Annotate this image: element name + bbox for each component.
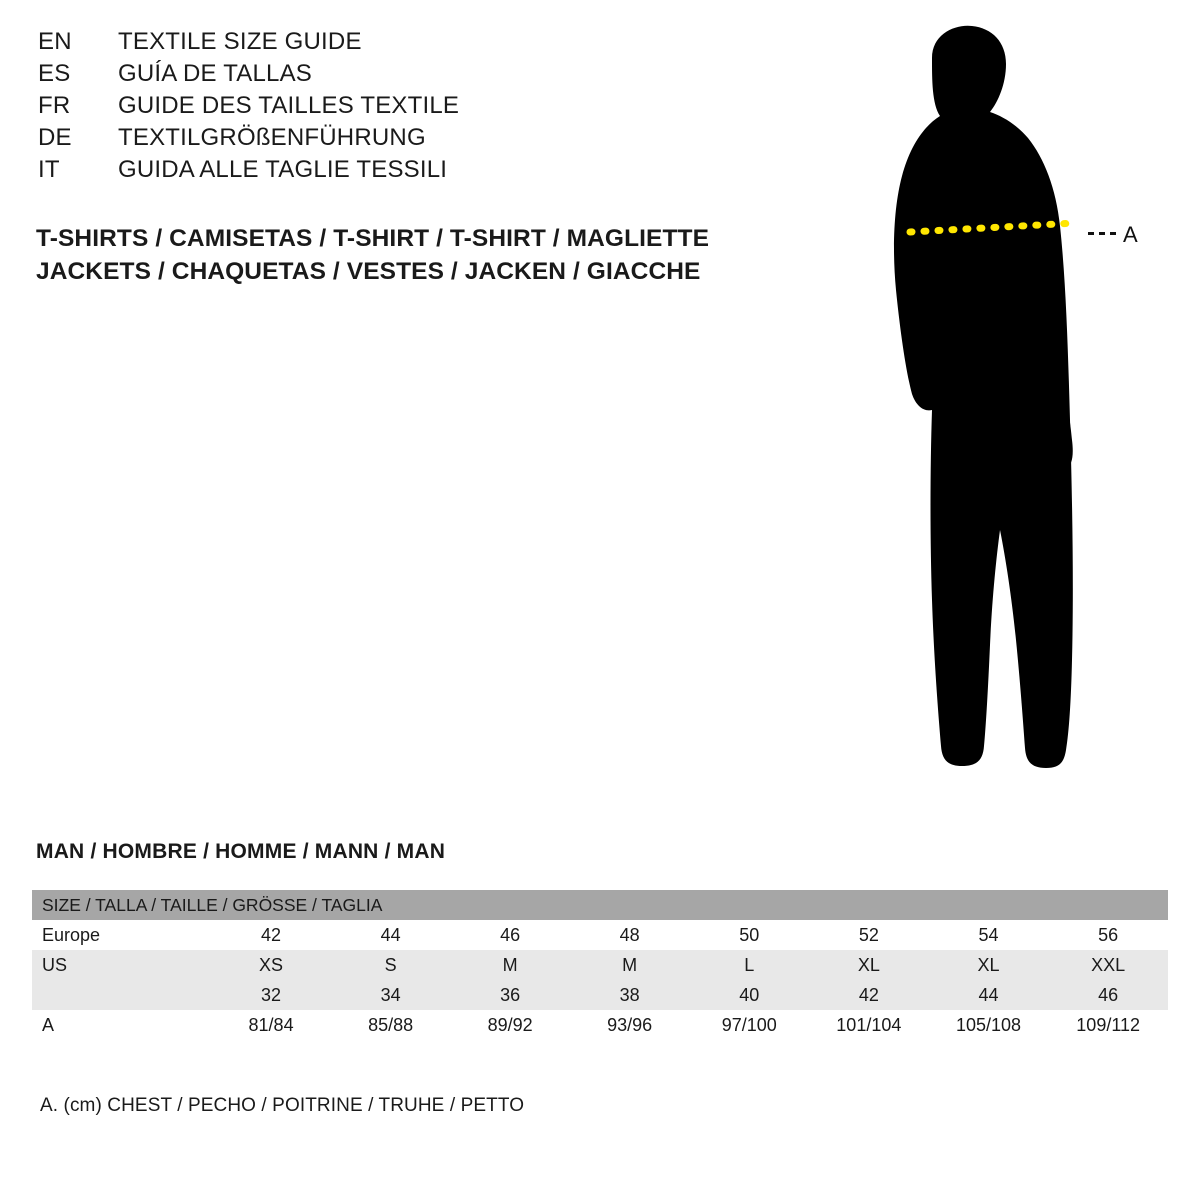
table-cell: 42 xyxy=(211,920,331,950)
silhouette-svg xyxy=(820,20,1180,800)
language-text: GUÍA DE TALLAS xyxy=(118,60,312,87)
language-code: DE xyxy=(38,124,72,151)
table-row xyxy=(32,1010,1168,1040)
category-line-tshirts: T-SHIRTS / CAMISETAS / T-SHIRT / T-SHIRT / MAGLIETTE xyxy=(36,225,710,252)
table-cell: 89/92 xyxy=(450,1010,570,1040)
body-silhouette-figure xyxy=(820,20,1180,800)
row-label: A xyxy=(32,1010,211,1040)
table-cell: XL xyxy=(929,950,1049,980)
language-text: GUIDA ALLE TAGLIE TESSILI xyxy=(118,156,448,183)
table-cell: 42 xyxy=(809,980,929,1010)
table-cell: 44 xyxy=(331,920,451,950)
row-label: US xyxy=(32,950,211,980)
table-cell: 36 xyxy=(450,980,570,1010)
size-table xyxy=(32,890,1168,1040)
table-cell: 32 xyxy=(211,980,331,1010)
table-header-label: SIZE / TALLA / TAILLE / GRÖSSE / TAGLIA xyxy=(32,890,1168,920)
language-row xyxy=(38,124,758,156)
table-cell: L xyxy=(689,950,809,980)
table-cell: 54 xyxy=(929,920,1049,950)
table-cell: 40 xyxy=(689,980,809,1010)
table-cell: M xyxy=(570,950,690,980)
table-row xyxy=(32,920,1168,950)
category-list xyxy=(36,222,816,288)
category-line-jackets: JACKETS / CHAQUETAS / VESTES / JACKEN / GIACCHE xyxy=(36,258,701,285)
language-code: IT xyxy=(38,156,60,183)
language-row xyxy=(38,92,758,124)
table-cell: 105/108 xyxy=(929,1010,1049,1040)
table-cell: 48 xyxy=(570,920,690,950)
table-cell: 85/88 xyxy=(331,1010,451,1040)
table-cell: XL xyxy=(809,950,929,980)
table-section-title: MAN / HOMBRE / HOMME / MANN / MAN xyxy=(36,840,446,863)
measure-leader-line xyxy=(1088,232,1116,235)
row-label: Europe xyxy=(32,920,211,950)
table-cell: 93/96 xyxy=(570,1010,690,1040)
measure-label-a: A xyxy=(1123,222,1138,247)
language-row xyxy=(38,60,758,92)
language-code: EN xyxy=(38,28,72,55)
table-cell: 101/104 xyxy=(809,1010,929,1040)
table-cell: 56 xyxy=(1048,920,1168,950)
table-cell: M xyxy=(450,950,570,980)
table-cell: 97/100 xyxy=(689,1010,809,1040)
table-cell: 38 xyxy=(570,980,690,1010)
language-text: TEXTILGRÖßENFÜHRUNG xyxy=(118,124,426,151)
language-list xyxy=(38,28,758,188)
language-code: FR xyxy=(38,92,71,119)
language-row xyxy=(38,28,758,60)
language-row xyxy=(38,156,758,188)
language-code: ES xyxy=(38,60,71,87)
table-cell: S xyxy=(331,950,451,980)
language-text: GUIDE DES TAILLES TEXTILE xyxy=(118,92,460,119)
footnote-chest: A. (cm) CHEST / PECHO / POITRINE / TRUHE / PETTO xyxy=(40,1095,525,1116)
table-cell: 109/112 xyxy=(1048,1010,1168,1040)
table-cell: 46 xyxy=(450,920,570,950)
table-cell: 52 xyxy=(809,920,929,950)
table-row xyxy=(32,950,1168,980)
table-cell: 44 xyxy=(929,980,1049,1010)
language-text: TEXTILE SIZE GUIDE xyxy=(118,28,362,55)
table-row xyxy=(32,980,1168,1010)
table-cell: 50 xyxy=(689,920,809,950)
table-cell: XS xyxy=(211,950,331,980)
table-cell: 81/84 xyxy=(211,1010,331,1040)
table-cell: 34 xyxy=(331,980,451,1010)
table-header-row xyxy=(32,890,1168,920)
row-label xyxy=(32,980,211,1010)
table-cell: 46 xyxy=(1048,980,1168,1010)
table-cell: XXL xyxy=(1048,950,1168,980)
